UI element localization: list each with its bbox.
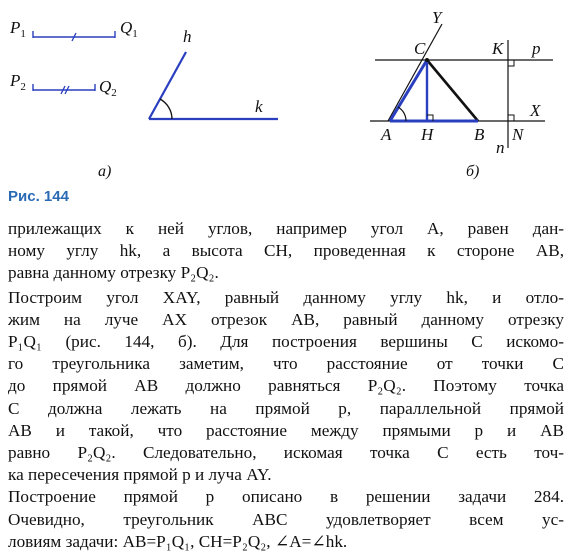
segment-p1q1 (33, 31, 115, 41)
label-k: k (255, 97, 263, 116)
text-line: ному углу hk, а высота CH, проведенная к стороне AB, (8, 241, 564, 261)
label-q1: $Q_1$ (120, 18, 138, 40)
label-p2: $P_2$ (10, 71, 26, 93)
segment-p2q2 (33, 84, 95, 94)
panel-a-label: а) (98, 163, 112, 180)
label-h: h (183, 27, 192, 46)
label-p1: $P_1$ (10, 18, 26, 40)
text-line: ка пересечения прямой p и луча AY. (8, 465, 272, 485)
panel-b-label: б) (466, 163, 480, 180)
figure-caption: Рис. 144 (8, 188, 69, 205)
paragraph-2 (8, 287, 564, 487)
text-line: C должна лежать на прямой p, параллельной прямой (8, 398, 564, 418)
label-h-point: H (421, 125, 434, 144)
body-text (8, 218, 564, 553)
text-line: жим на луче AX отрезок AB, равный данному отрезку (8, 309, 564, 329)
paragraph-3 (8, 486, 564, 553)
text-line: Построение прямой p описано в решении задачи 284. (8, 487, 564, 507)
label-q2: $Q_2$ (99, 77, 117, 99)
text-line: до прямой AB должно равняться P₂Q₂. Поэтому точка (8, 376, 564, 396)
figure-144 (0, 0, 569, 215)
text-line: Построим угол XAY, равный данному углу hk, и отло- (8, 287, 564, 307)
label-x: X (530, 101, 541, 120)
paragraph-1 (8, 218, 564, 285)
text-line: прилежащих к ней углов, например угол A, равен дан- (8, 219, 564, 238)
label-k-point: K (492, 39, 504, 58)
label-b: B (474, 125, 485, 144)
text-line: AB и такой, что расстояние между прямыми p и AB (8, 420, 564, 440)
construction-b (370, 24, 553, 148)
label-n-line: n (496, 138, 505, 157)
label-n-point: N (512, 125, 524, 144)
text-line: ловиям задачи: AB=P₁Q₁, CH=P₂Q₂, ∠A=∠hk. (8, 531, 348, 551)
text-line: го треугольника заметим, что расстояние от точки C (8, 354, 564, 374)
label-a: A (381, 125, 392, 144)
text-line: P₁Q₁ (рис. 144, б). Для построения вершины C искомо- (8, 332, 564, 352)
label-p: p (532, 39, 541, 58)
text-line: равно P₂Q₂. Следовательно, искомая точка C есть точ- (8, 443, 564, 463)
text-line: Очевидно, треугольник ABC удовлетворяет всем ус- (8, 509, 564, 529)
label-y: Y (432, 8, 442, 27)
label-c: C (414, 39, 426, 58)
text-line: равна данному отрезку P₂Q₂. (8, 263, 219, 283)
